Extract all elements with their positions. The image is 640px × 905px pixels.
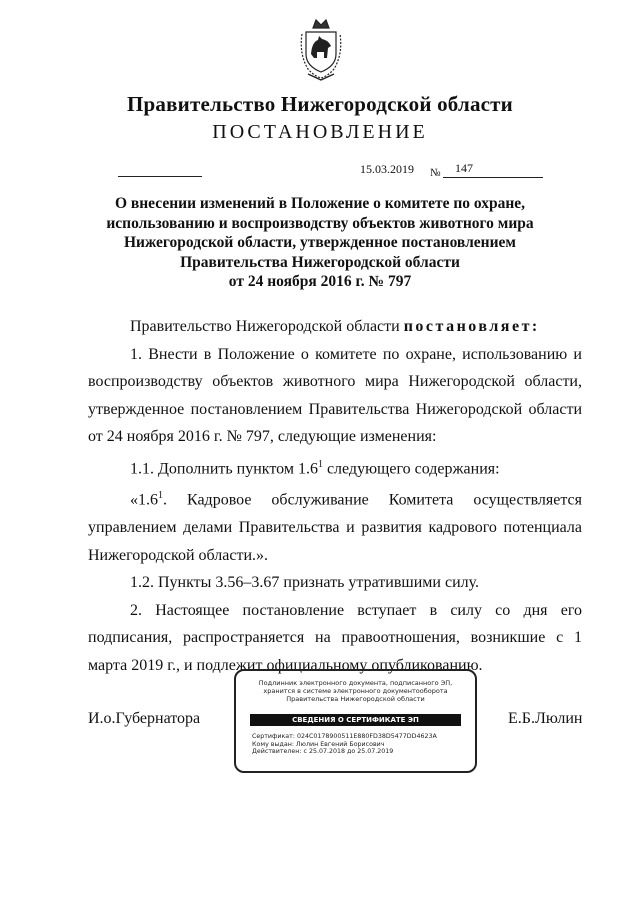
paragraph-text: «1.6 — [130, 491, 158, 509]
number-sign: № — [430, 167, 441, 179]
preamble-decree-word: постановляет: — [403, 318, 540, 335]
paragraph-text: 1.1. Дополнить пунктом 1.6 — [130, 459, 318, 477]
date-underline-left — [118, 176, 202, 177]
superscript: 1 — [158, 490, 163, 502]
superscript: 1 — [317, 458, 323, 470]
certificate-details — [252, 733, 437, 756]
document-type: ПОСТАНОВЛЕНИЕ — [212, 121, 428, 143]
stamp-line: Подлинник электронного документа, подписанного ЭП, — [258, 679, 453, 687]
paragraph-1: 1. Внести в Положение о комитете по охране, использованию и воспроизводству объектов животного мира Нижегородской области, утвержденное постановлением Правительства Нижегородской области от 24 ноября 2016 г. № 797, следующие изменения: — [88, 345, 582, 445]
paragraph-preamble — [88, 313, 582, 341]
document-subject — [100, 194, 540, 292]
subject-line: О внесении изменений в Положение о комитете по охране, — [114, 195, 526, 212]
certificate-number: Сертификат: 024C0178900511E880FD38D5477DD4623A — [252, 733, 437, 740]
preamble-text: Правительство Нижегородской области — [130, 318, 404, 335]
paragraph-2: 2. Настоящее постановление вступает в силу со дня его подписания, распространяется на правоотношения, возникшие с 1 марта 2019 г., и подлежит официальному опубликованию. — [88, 601, 582, 674]
document-body — [88, 313, 582, 679]
subject-line: Правительства Нижегородской области — [180, 253, 460, 271]
stamp-header — [236, 679, 475, 704]
certificate-owner: Кому выдан: Люлин Евгений Борисович — [252, 740, 385, 748]
certificate-info-bar: СВЕДЕНИЯ О СЕРТИФИКАТЕ ЭП — [250, 714, 461, 726]
subject-line: Нижегородской области, утвержденное постановлением — [124, 234, 516, 252]
signer-position: И.о.Губернатора — [88, 710, 201, 727]
paragraph-quote — [88, 482, 582, 569]
electronic-signature-stamp — [234, 669, 477, 773]
paragraph-1-1 — [88, 451, 582, 483]
government-title: Правительство Нижегородской области — [127, 92, 513, 116]
signer-name: Е.Б.Люлин — [508, 710, 583, 727]
document-date: 15.03.2019 — [360, 162, 414, 176]
number-underline — [443, 177, 543, 178]
stamp-line: хранится в системе электронного документооборота — [263, 687, 448, 696]
certificate-validity: Действителен: с 25.07.2018 до 25.07.2019 — [252, 748, 394, 756]
paragraph-1-2: 1.2. Пункты 3.56–3.67 признать утратившими силу. — [130, 574, 480, 592]
paragraph-text: следующего содержания: — [322, 459, 500, 477]
coat-of-arms-emblem-icon — [298, 14, 344, 82]
subject-line: от 24 ноября 2016 г. № 797 — [228, 273, 412, 291]
paragraph-text: . Кадровое обслуживание Комитета осуществляется управлением делами Правительства и развития кадрового потенциала Нижегородской области.». — [88, 491, 582, 564]
stamp-line: Правительства Нижегородской области — [286, 695, 425, 704]
document-number: 147 — [455, 161, 473, 175]
subject-line: использованию и воспроизводству объектов животного мира — [106, 214, 534, 232]
